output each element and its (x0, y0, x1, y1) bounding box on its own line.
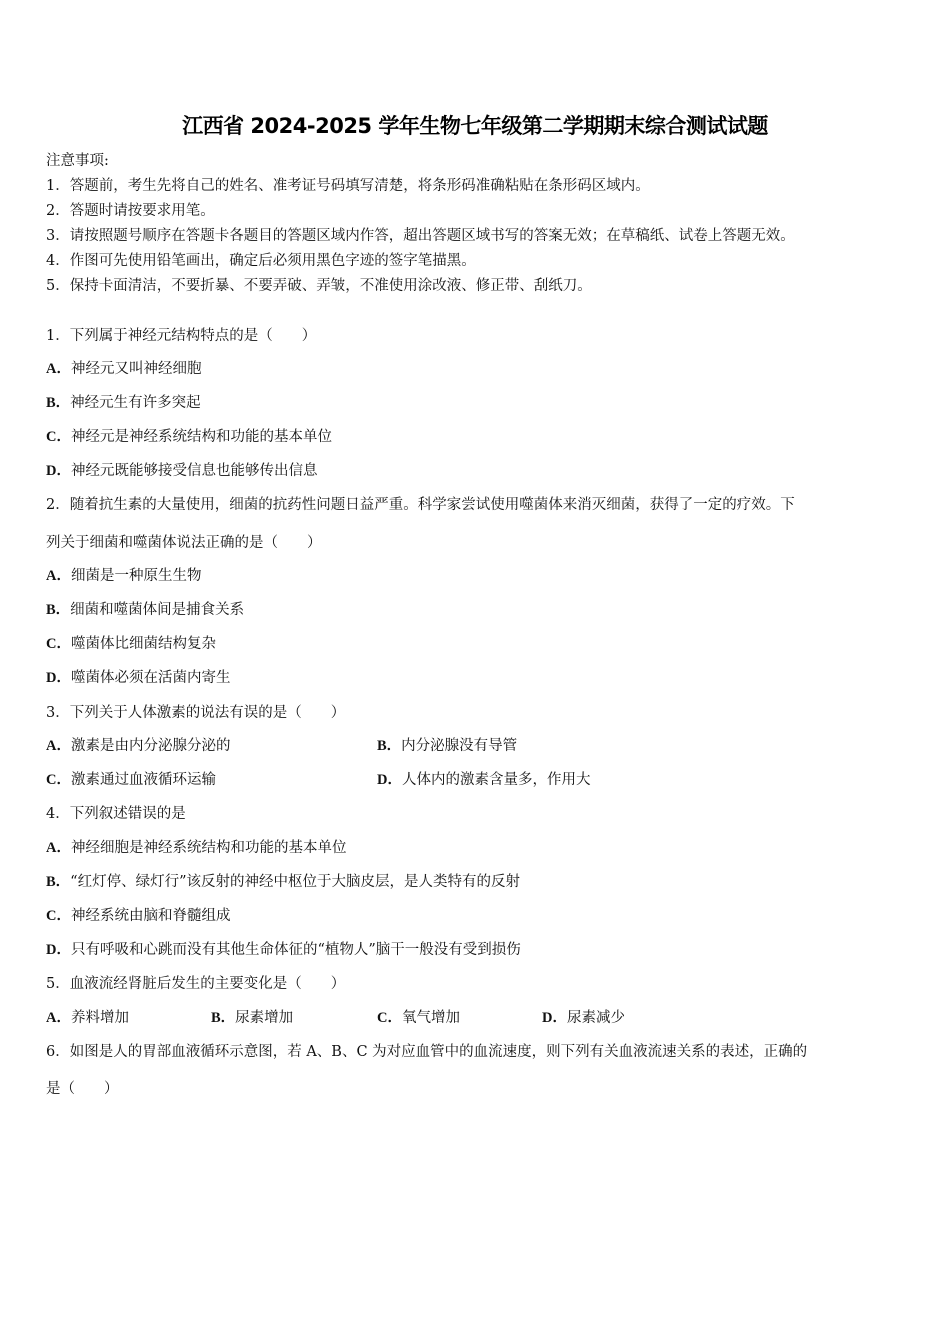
option-text: 激素是由内分泌腺分泌的 (70, 738, 231, 754)
option-letter: D． (377, 772, 402, 788)
option-letter: B． (46, 874, 71, 890)
page-title: 江西省 2024-2025 学年生物七年级第二学期期末综合测试试题 (182, 114, 768, 138)
option-c (46, 427, 332, 447)
option-d (377, 770, 590, 790)
option-text: 人体内的激素含量多，作用大 (401, 772, 591, 788)
option-text: 神经元又叫神经细胞 (70, 361, 202, 377)
option-b (377, 736, 517, 756)
notice-item: 4．作图可先使用铅笔画出，确定后必须用黑色字迹的签字笔描黑。 (46, 253, 476, 269)
option-letter: D． (46, 942, 71, 958)
notice-item: 1．答题前，考生先将自己的姓名、准考证号码填写清楚，将条形码准确粘贴在条形码区域内。 (46, 178, 650, 194)
option-text: 细菌是一种原生生物 (70, 568, 202, 584)
option-d (46, 668, 230, 688)
option-letter: D． (46, 463, 71, 479)
option-text: 噬菌体比细菌结构复杂 (70, 636, 216, 652)
option-letter: B． (377, 738, 402, 754)
option-a (46, 566, 201, 586)
option-d (542, 1008, 625, 1028)
option-letter: A． (46, 568, 71, 584)
option-text: 氧气增加 (401, 1010, 460, 1026)
option-c (46, 770, 216, 790)
question-stem: 1．下列属于神经元结构特点的是（ ） (46, 328, 317, 344)
question-stem: 4．下列叙述错误的是 (46, 806, 186, 822)
option-a (46, 838, 346, 858)
option-text: 细菌和噬菌体间是捕食关系 (70, 602, 245, 618)
option-a (46, 736, 230, 756)
option-b (46, 600, 244, 620)
question-stem: 列关于细菌和噬菌体说法正确的是（ ） (46, 535, 322, 551)
option-d (46, 461, 317, 481)
option-text: 神经元生有许多突起 (70, 395, 201, 411)
option-text: 神经元既能够接受信息也能够传出信息 (70, 463, 318, 479)
option-text: 激素通过血液循环运输 (70, 772, 216, 788)
option-letter: C． (46, 429, 71, 445)
option-text: 养料增加 (70, 1010, 129, 1026)
option-text: “红灯停、绿灯行”该反射的神经中枢位于大脑皮层，是人类特有的反射 (70, 874, 520, 890)
option-letter: D． (46, 670, 71, 686)
question-stem: 6．如图是人的胃部血液循环示意图，若 A、B、C 为对应血管中的血流速度，则下列有关血液流速关系的表述，正确的 (46, 1044, 808, 1060)
notice-item: 5．保持卡面清洁，不要折暴、不要弄破、弄皱，不准使用涂改液、修正带、刮纸刀。 (46, 278, 592, 294)
option-letter: B． (211, 1010, 236, 1026)
option-c (46, 906, 230, 926)
option-text: 神经系统由脑和脊髓组成 (70, 908, 231, 924)
option-letter: C． (46, 772, 71, 788)
option-c (377, 1008, 460, 1028)
option-text: 只有呼吸和心跳而没有其他生命体征的“植物人”脑干一般没有受到损伤 (70, 942, 521, 958)
notice-item: 2．答题时请按要求用笔。 (46, 203, 215, 219)
notice-item: 3．请按照题号顺序在答题卡各题目的答题区域内作答，超出答题区域书写的答案无效；在草稿纸、试卷上答题无效。 (46, 228, 795, 244)
option-d (46, 940, 521, 960)
option-c (46, 634, 216, 654)
option-b (46, 872, 520, 892)
option-letter: B． (46, 602, 71, 618)
question-stem: 2．随着抗生素的大量使用，细菌的抗药性问题日益严重。科学家尝试使用噬菌体来消灭细菌，获得了一定的疗效。下 (46, 497, 795, 513)
option-text: 尿素减少 (566, 1010, 625, 1026)
option-text: 内分泌腺没有导管 (401, 738, 518, 754)
question-stem: 3．下列关于人体激素的说法有误的是（ ） (46, 705, 346, 721)
option-letter: C． (46, 636, 71, 652)
question-stem: 5．血液流经肾脏后发生的主要变化是（ ） (46, 976, 346, 992)
option-text: 神经元是神经系统结构和功能的基本单位 (70, 429, 332, 445)
option-letter: C． (377, 1010, 402, 1026)
option-text: 尿素增加 (235, 1010, 294, 1026)
option-b (46, 393, 201, 413)
option-letter: A． (46, 840, 71, 856)
option-letter: A． (46, 1010, 71, 1026)
option-a (46, 1008, 129, 1028)
option-letter: D． (542, 1010, 567, 1026)
option-letter: C． (46, 908, 71, 924)
option-a (46, 359, 201, 379)
option-text: 噬菌体必须在活菌内寄生 (70, 670, 231, 686)
question-stem: 是（ ） (46, 1081, 119, 1097)
option-text: 神经细胞是神经系统结构和功能的基本单位 (70, 840, 347, 856)
option-letter: A． (46, 361, 71, 377)
option-b (211, 1008, 293, 1028)
notice-heading: 注意事项: (46, 153, 109, 169)
option-letter: A． (46, 738, 71, 754)
option-letter: B． (46, 395, 71, 411)
